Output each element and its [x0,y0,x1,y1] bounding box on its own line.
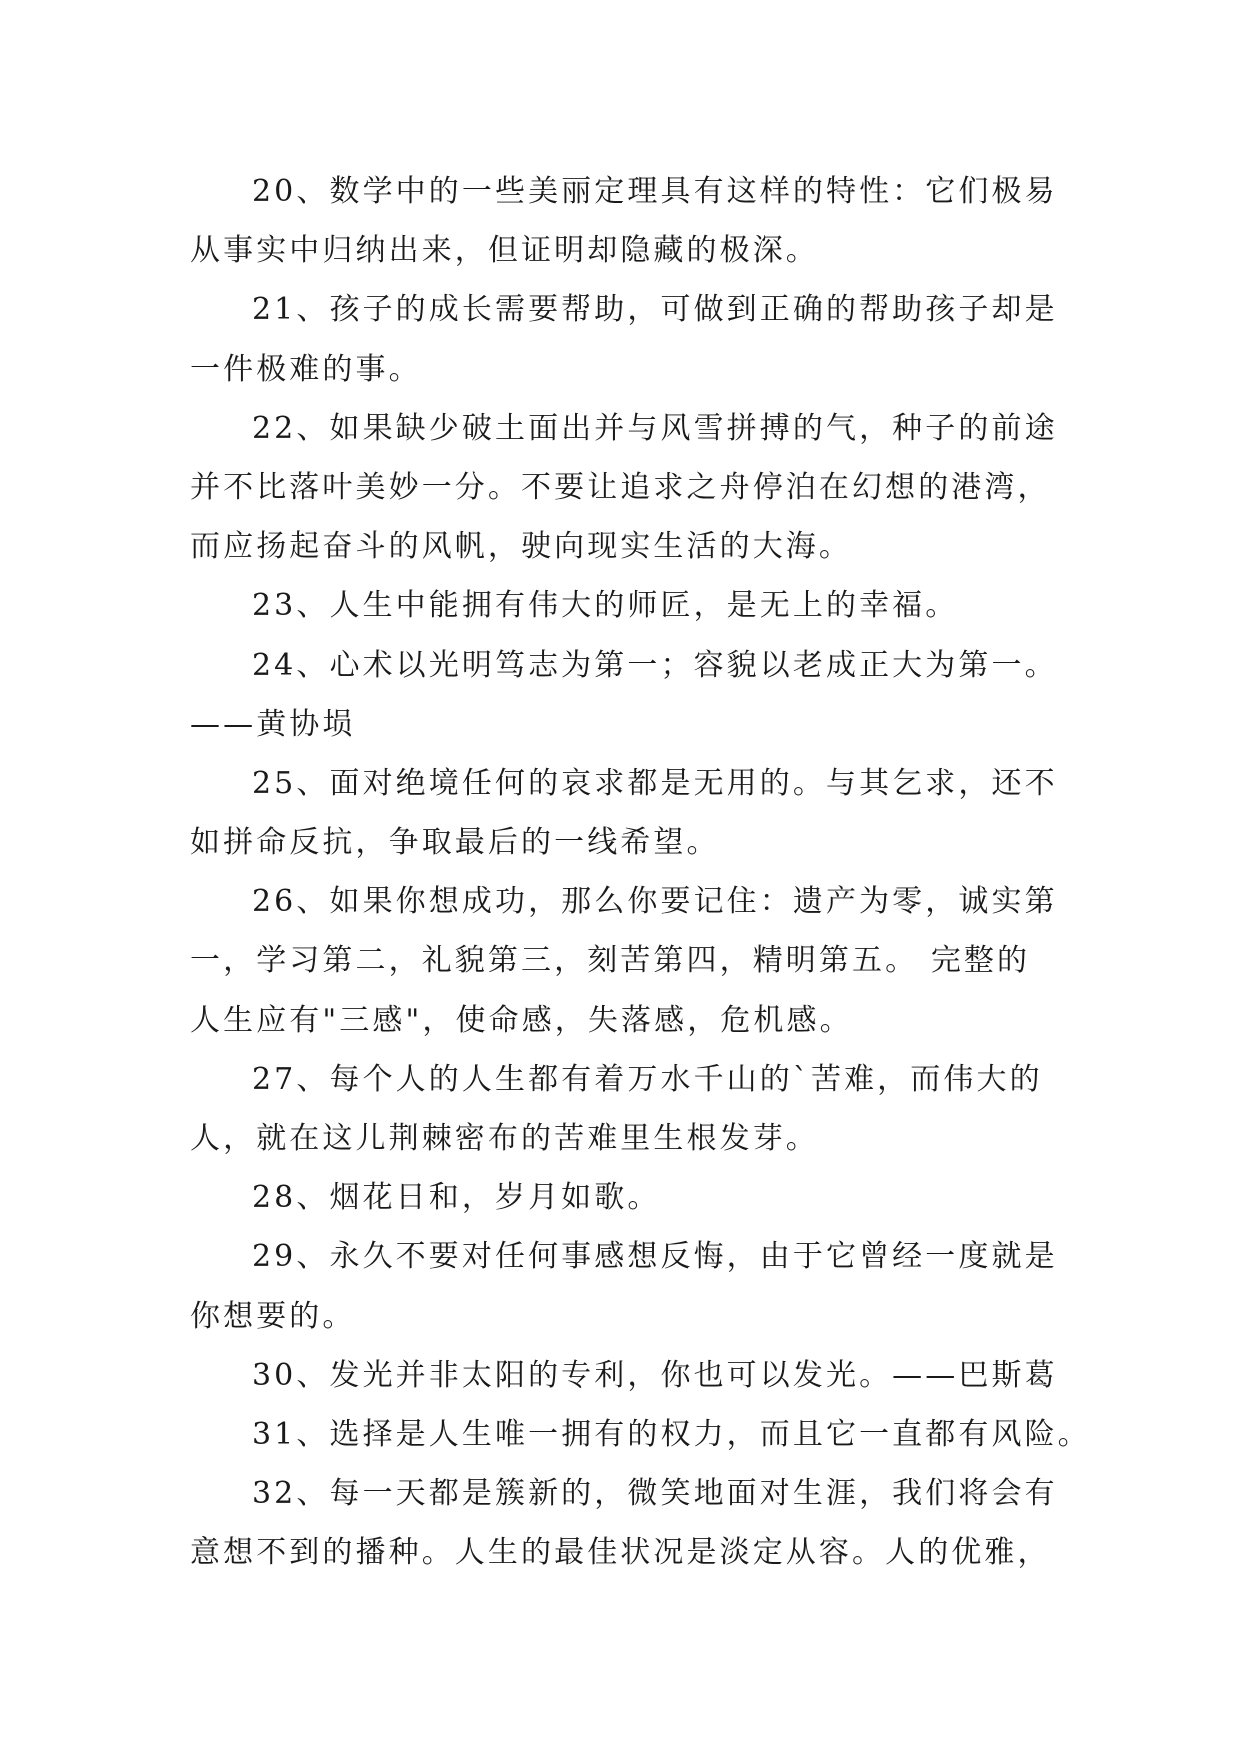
text-line: 你想要的。 [190,1298,356,1334]
text-line: 29、永久不要对任何事感想反悔，由于它曾经一度就是 [252,1239,1058,1275]
text-line: 意想不到的播种。人生的最佳状况是淡定从容。人的优雅， [190,1535,1051,1571]
text-line: 24、心术以光明笃志为第一；容貌以老成正大为第一。 [252,647,1058,683]
text-line: 30、发光并非太阳的专利，你也可以发光。——巴斯葛 [252,1357,1058,1393]
text-line: 人，就在这儿荆棘密布的苦难里生根发芽。 [190,1121,819,1156]
document-body [190,162,1091,1583]
text-line: 一，学习第二，礼貌第三，刻苦第四，精明第五。 完整的 [190,943,1031,979]
text-line: 人生应有"三感"，使命感，失落感，危机感。 [190,1002,853,1038]
text-line: 从事实中归纳出来，但证明却隐藏的极深。 [190,233,819,269]
text-line: 25、面对绝境任何的哀求都是无用的。与其乞求，还不 [252,765,1058,801]
text-line: 31、选择是人生唯一拥有的权力，而且它一直都有风险。 [252,1416,1091,1452]
text-line: 27、每个人的人生都有着万水千山的`苦难，而伟大的 [252,1061,1043,1097]
text-line: 22、如果缺少破土面出并与风雪拼搏的气，种子的前途 [252,410,1058,446]
text-line: 26、如果你想成功，那么你要记住：遗产为零，诚实第 [252,884,1058,920]
text-line: 而应扬起奋斗的风帆，驶向现实生活的大海。 [190,529,852,565]
text-line: 如拼命反抗，争取最后的一线希望。 [190,825,720,861]
text-line: 一件极难的事。 [190,351,422,387]
text-line: 20、数学中的一些美丽定理具有这样的特性：它们极易 [252,174,1058,209]
text-line: 21、孩子的成长需要帮助，可做到正确的帮助孩子却是 [252,292,1058,328]
text-line: 并不比落叶美妙一分。不要让追求之舟停泊在幻想的港湾， [190,469,1051,505]
text-line: 23、人生中能拥有伟大的师匠，是无上的幸福。 [252,588,959,624]
text-line: ——黄协埙 [190,706,356,742]
text-line: 28、烟花日和，岁月如歌。 [252,1180,661,1216]
text-line: 32、每一天都是簇新的，微笑地面对生涯，我们将会有 [252,1476,1058,1512]
